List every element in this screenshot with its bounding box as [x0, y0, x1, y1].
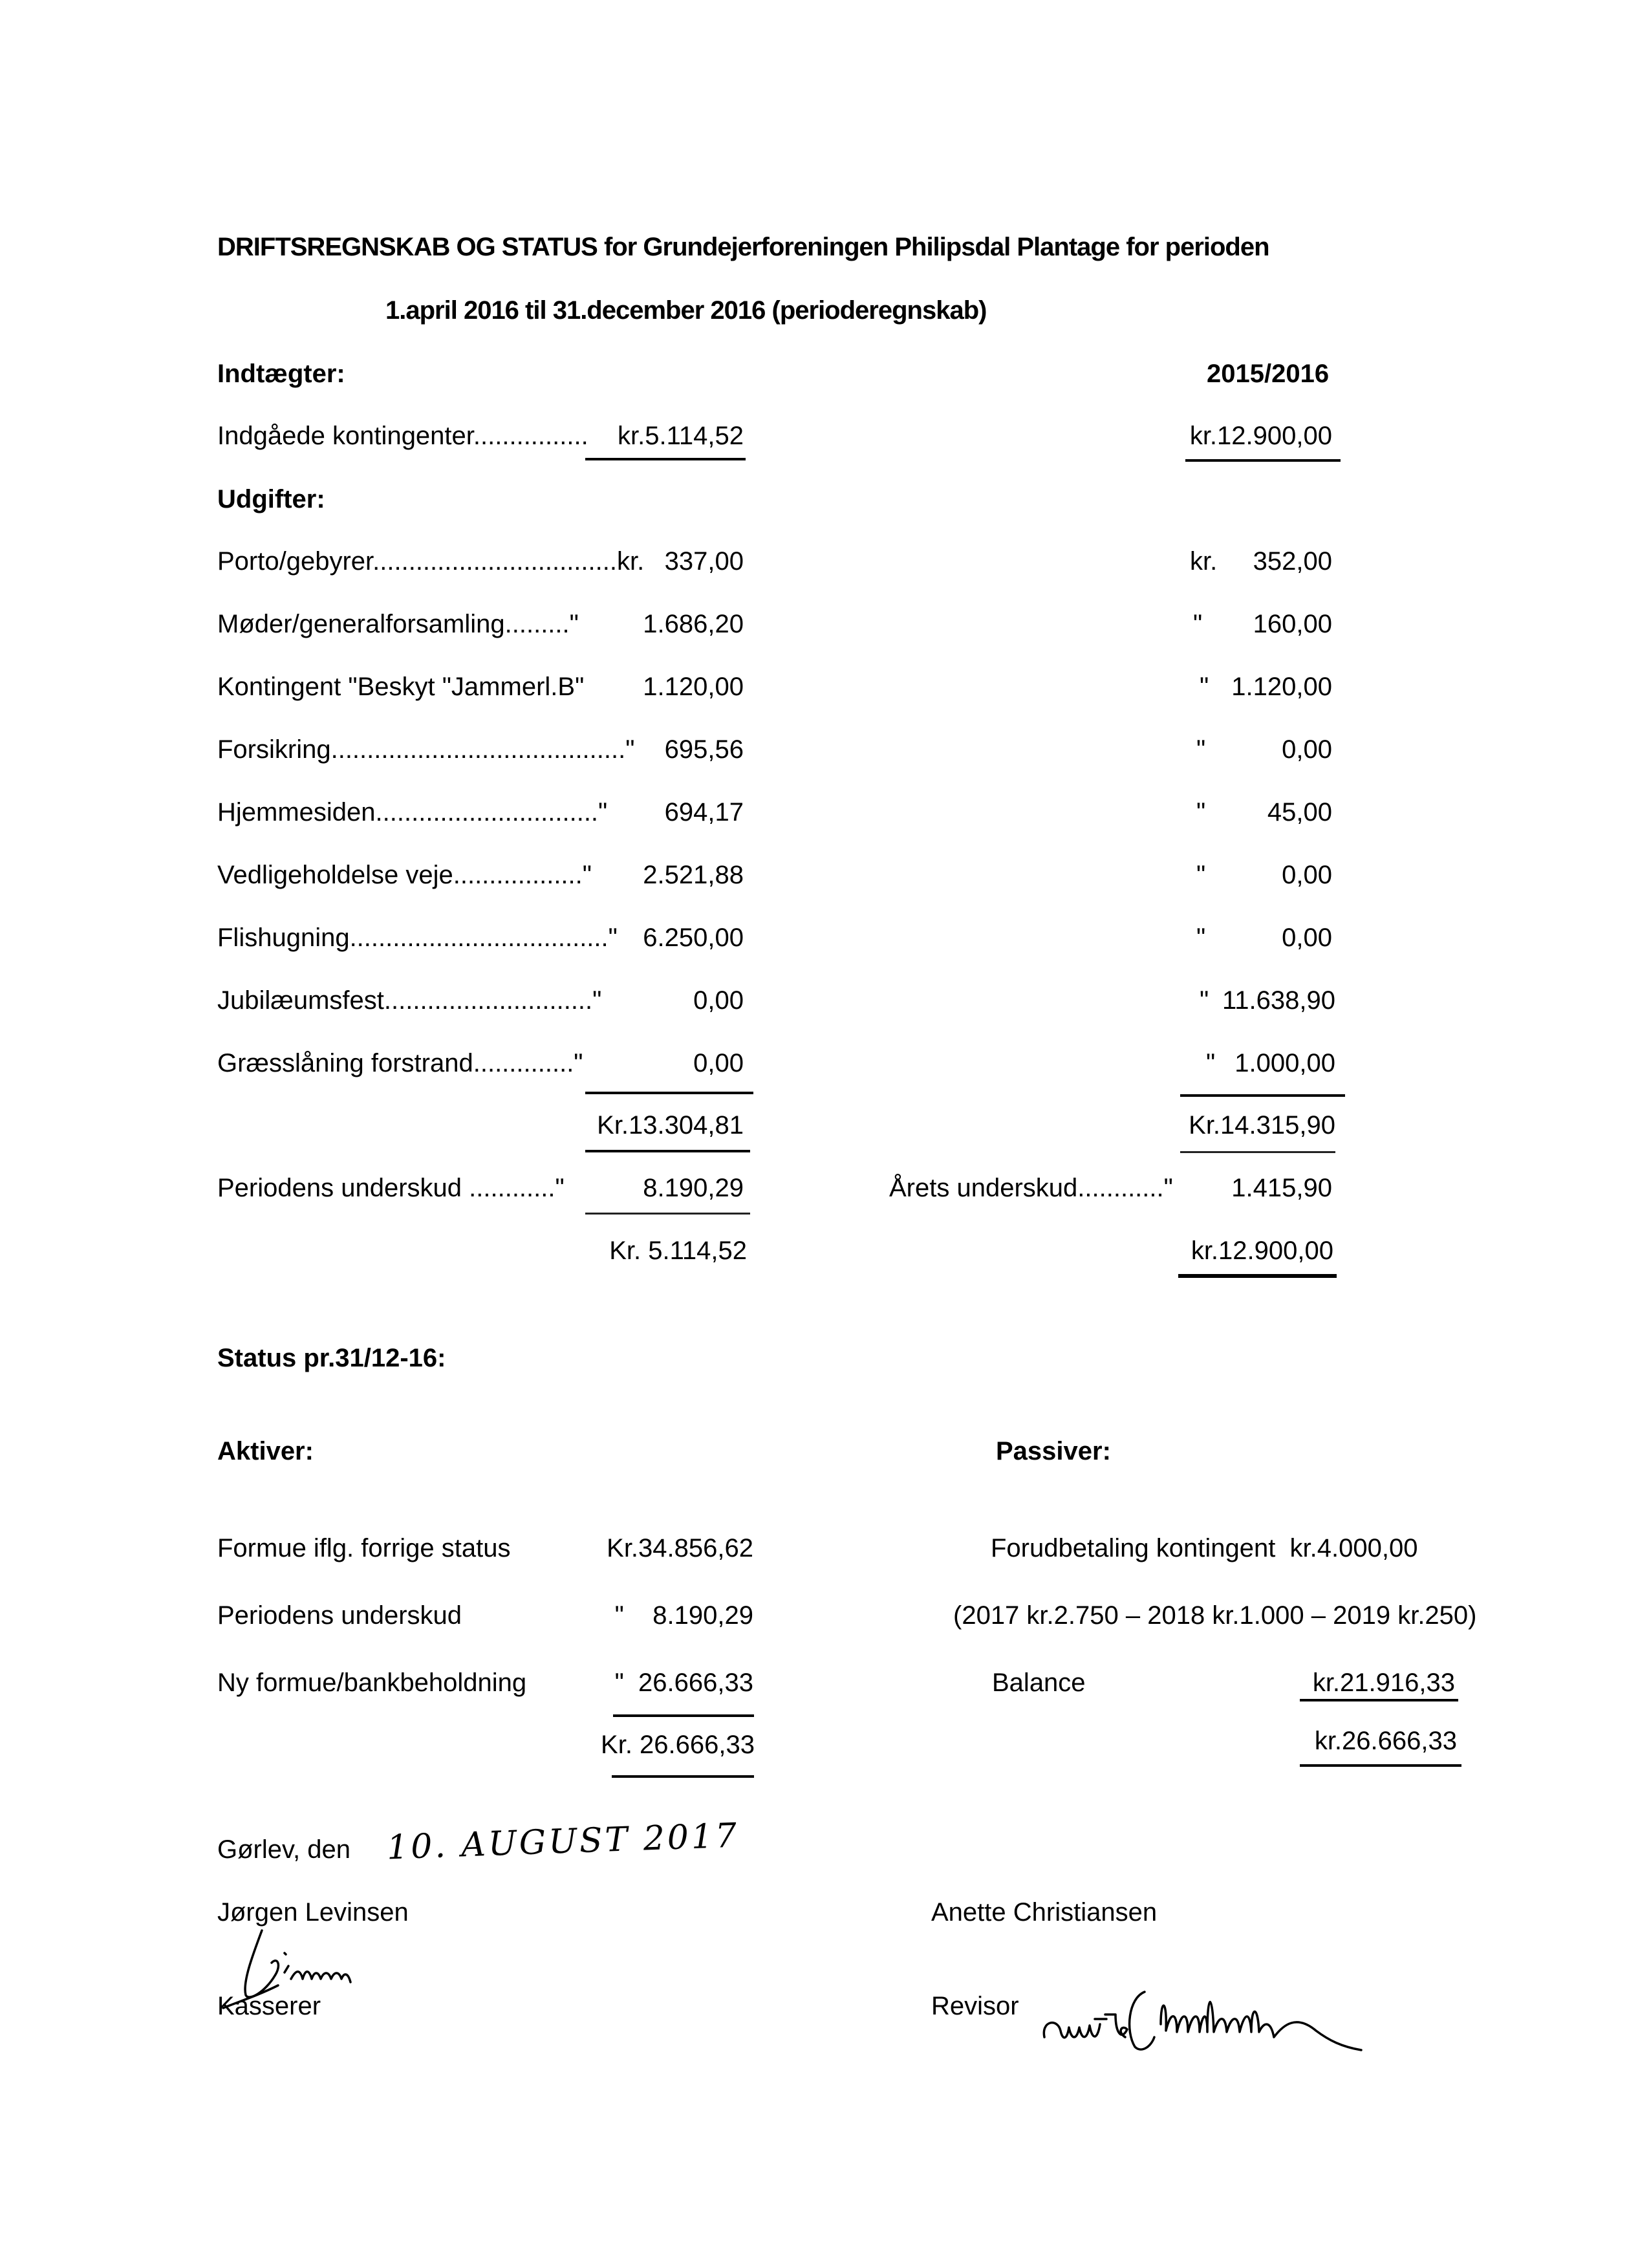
underline — [1185, 459, 1341, 462]
expense-value: 0,00 — [693, 986, 744, 1015]
asset-value: " 8.190,29 — [614, 1601, 753, 1630]
expense-label: Porto/gebyrer..................................kr. — [217, 547, 645, 576]
expense-value: 0,00 — [693, 1049, 744, 1077]
expense-value: 1.120,00 — [643, 673, 744, 701]
expense-label: Vedligeholdelse veje.................." — [217, 861, 592, 889]
expense-label: Hjemmesiden..............................." — [217, 798, 608, 826]
expense-prev-prefix: " — [1196, 861, 1206, 889]
expense-prev-prefix: " — [1196, 735, 1206, 764]
expenses-total-prev: Kr.14.315,90 — [1189, 1111, 1335, 1139]
asset-label: Periodens underskud — [217, 1601, 462, 1630]
assets-heading: Aktiver: — [217, 1437, 314, 1465]
assets-total: Kr. 26.666,33 — [601, 1731, 755, 1759]
expense-label: Møder/generalforsamling........." — [217, 610, 579, 638]
auditor-role: Revisor — [931, 1992, 1019, 2020]
document-title: DRIFTSREGNSKAB OG STATUS for Grundejerforeningen Philipsdal Plantage for perioden — [217, 233, 1269, 261]
asset-label: Ny formue/bankbeholdning — [217, 1669, 527, 1697]
expenses-total: Kr.13.304,81 — [597, 1111, 744, 1139]
income-item-prev: kr.12.900,00 — [1189, 422, 1332, 450]
grand-total: Kr. 5.114,52 — [609, 1237, 747, 1265]
underline — [585, 1092, 753, 1094]
underline — [585, 1150, 750, 1152]
deficit-prev-label: Årets underskud............" — [889, 1174, 1173, 1202]
prev-year-heading: 2015/2016 — [1207, 360, 1330, 388]
expense-prev-prefix: " — [1200, 986, 1209, 1015]
underline — [1180, 1151, 1335, 1153]
expense-prev: 45,00 — [1267, 798, 1332, 826]
expense-prev: 1.000,00 — [1234, 1049, 1335, 1077]
balance-label: Balance — [992, 1669, 1086, 1697]
balance-value: kr.21.916,33 — [1312, 1669, 1455, 1697]
expense-value: 2.521,88 — [643, 861, 744, 889]
underline — [613, 1714, 754, 1717]
expense-label: Flishugning...................................." — [217, 923, 618, 952]
expense-prev: 0,00 — [1282, 735, 1332, 764]
underline — [1300, 1699, 1458, 1701]
underline — [585, 1213, 750, 1215]
expense-prev: 160,00 — [1253, 610, 1332, 638]
expense-prev-prefix: " — [1206, 1049, 1216, 1077]
asset-label: Formue iflg. forrige status — [217, 1534, 511, 1562]
expense-value: 694,17 — [664, 798, 744, 826]
prepayment: Forudbetaling kontingent kr.4.000,00 — [991, 1534, 1418, 1562]
expense-value: 6.250,00 — [643, 923, 744, 952]
underline — [585, 458, 746, 460]
underline — [612, 1775, 754, 1778]
underline — [1300, 1764, 1461, 1767]
prepayment-detail: (2017 kr.2.750 – 2018 kr.1.000 – 2019 kr.250) — [953, 1601, 1477, 1630]
expense-value: 337,00 — [664, 547, 744, 576]
expense-prev: 11.638,90 — [1222, 986, 1335, 1015]
expenses-heading: Udgifter: — [217, 485, 325, 513]
expense-label: Kontingent "Beskyt "Jammerl.B" — [217, 673, 585, 701]
expense-prev: 0,00 — [1282, 923, 1332, 952]
expense-prev: 352,00 — [1253, 547, 1332, 576]
liabilities-heading: Passiver: — [996, 1437, 1111, 1465]
expense-label: Forsikring........................................." — [217, 735, 635, 764]
expense-label: Jubilæumsfest............................." — [217, 986, 602, 1015]
deficit-label: Periodens underskud ............" — [217, 1174, 565, 1202]
liabilities-total: kr.26.666,33 — [1314, 1727, 1457, 1755]
expense-value: 1.686,20 — [643, 610, 744, 638]
income-heading: Indtægter: — [217, 360, 345, 388]
expense-prev-prefix: " — [1200, 673, 1209, 701]
auditor-name: Anette Christiansen — [931, 1898, 1158, 1927]
asset-value: " 26.666,33 — [614, 1669, 753, 1697]
expense-prev-prefix: " — [1196, 923, 1206, 952]
income-item-value: kr.5.114,52 — [618, 422, 744, 450]
treasurer-role: Kasserer — [217, 1992, 321, 2020]
deficit-prev-value: 1.415,90 — [1231, 1174, 1332, 1202]
income-item-label: Indgåede kontingenter................ — [217, 422, 588, 450]
grand-total-prev: kr.12.900,00 — [1191, 1237, 1333, 1265]
place-label: Gørlev, den — [217, 1835, 350, 1864]
expense-prev: 1.120,00 — [1231, 673, 1332, 701]
expense-prev-prefix: kr. — [1190, 547, 1218, 576]
treasurer-name: Jørgen Levinsen — [217, 1898, 409, 1927]
auditor-signature-icon — [1038, 1985, 1555, 2057]
expense-label: Græsslåning forstrand.............." — [217, 1049, 583, 1077]
expense-prev: 0,00 — [1282, 861, 1332, 889]
deficit-value: 8.190,29 — [643, 1174, 744, 1202]
expense-prev-prefix: " — [1196, 798, 1206, 826]
document-subtitle: 1.april 2016 til 31.december 2016 (perioderegnskab) — [385, 296, 987, 325]
underline — [1180, 1094, 1345, 1097]
underline — [1178, 1274, 1337, 1278]
asset-value: Kr.34.856,62 — [607, 1534, 753, 1562]
expense-value: 695,56 — [664, 735, 744, 764]
status-heading: Status pr.31/12-16: — [217, 1344, 446, 1372]
expense-prev-prefix: " — [1193, 610, 1203, 638]
handwritten-date: 10. AUGUST 2017 — [386, 1816, 740, 1868]
